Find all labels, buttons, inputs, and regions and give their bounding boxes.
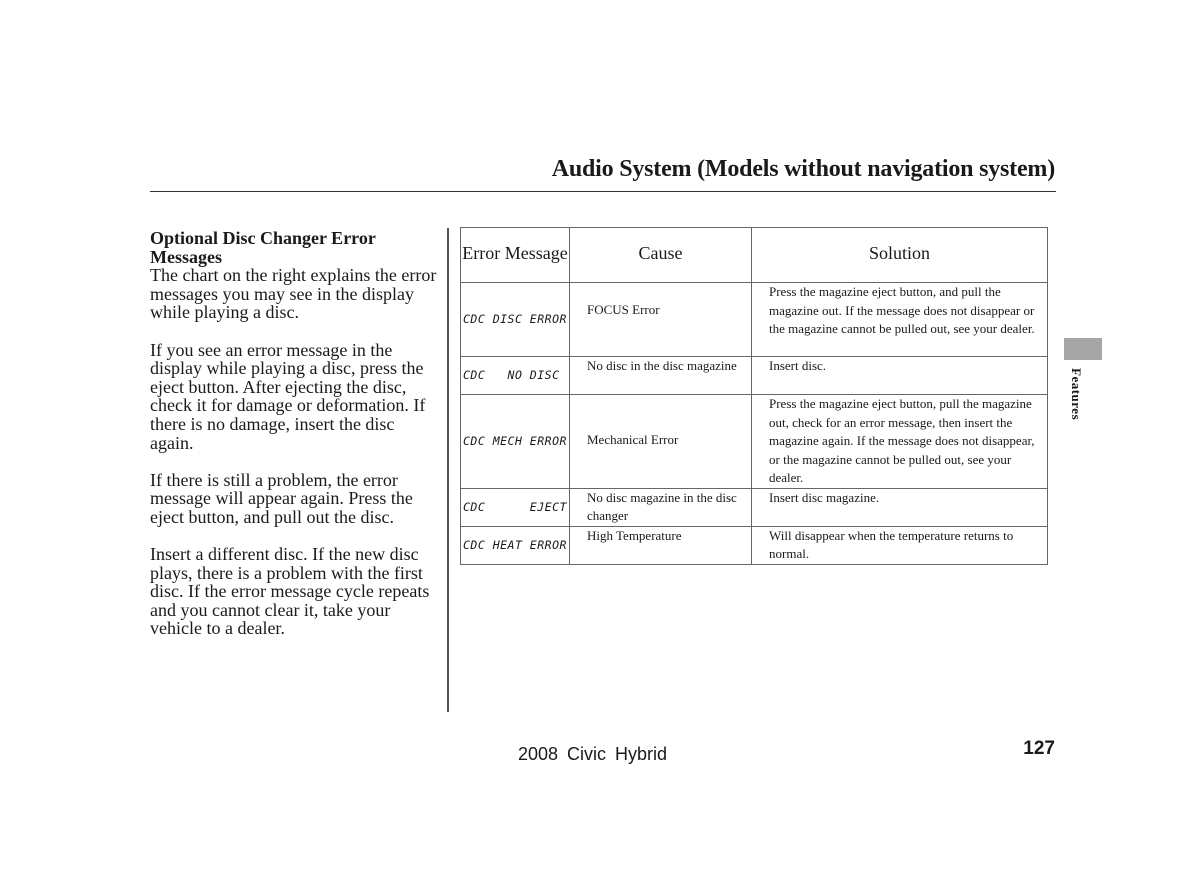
- solution-cell: Insert disc magazine.: [752, 488, 1048, 526]
- error-message-cell: CDC MECH ERROR: [461, 395, 570, 489]
- solution-cell: Insert disc.: [752, 357, 1048, 395]
- intro-column: [150, 229, 442, 657]
- instruction-paragraph: If you see an error message in the display while playing a disc, press the eject button. After ejecting the disc, check it for damage or deformation. If there is no damage, insert the disc again.: [150, 339, 426, 453]
- error-message-cell: CDC HEAT ERROR: [461, 526, 570, 564]
- cause-cell: [570, 283, 752, 357]
- table-row: [461, 395, 1048, 489]
- solution-cell: Will disappear when the temperature returns to normal.: [752, 526, 1048, 564]
- column-divider: [447, 228, 449, 712]
- table-header-row: [461, 228, 1048, 283]
- cause-text: Mechanical Error: [587, 432, 679, 447]
- solution-cell: Press the magazine eject button, and pull the magazine out. If the message does not disappear or the magazine cannot be pulled out, see your dealer.: [752, 283, 1048, 357]
- table-row: [461, 526, 1048, 564]
- error-message-table: [460, 227, 1048, 565]
- section-heading: Optional Disc Changer Error Messages: [150, 228, 376, 267]
- cause-cell: [570, 395, 752, 489]
- error-message-cell: CDC EJECT: [461, 488, 570, 526]
- error-message-cell: CDC DISC ERROR: [461, 283, 570, 357]
- cause-cell: No disc magazine in the disc changer: [570, 488, 752, 526]
- intro-paragraph: The chart on the right explains the error messages you may see in the display while playing a disc.: [150, 265, 437, 323]
- header-solution: Solution: [752, 228, 1048, 283]
- dealer-paragraph: Insert a different disc. If the new disc plays, there is a problem with the first disc. If the error message cycle repeats and you cannot clear it, take your vehicle to a dealer.: [150, 544, 430, 639]
- header-cause: Cause: [570, 228, 752, 283]
- table-row: [461, 488, 1048, 526]
- section-label: Features: [1069, 368, 1084, 421]
- page-title: Audio System (Models without navigation system): [551, 156, 1055, 182]
- cause-text: FOCUS Error: [587, 302, 660, 317]
- solution-cell: Press the magazine eject button, pull the magazine out, check for an error message, then insert the magazine again. If the message does not disappear, or the magazine cannot be pulled out, see your dealer.: [752, 395, 1048, 489]
- table-row: [461, 357, 1048, 395]
- page-number: 127: [1023, 738, 1055, 759]
- table-row: [461, 283, 1048, 357]
- title-rule: [150, 191, 1056, 192]
- cause-cell: High Temperature: [570, 526, 752, 564]
- error-message-cell: CDC NO DISC: [461, 357, 570, 395]
- section-tab-marker: [1064, 338, 1102, 360]
- cause-cell: No disc in the disc magazine: [570, 357, 752, 395]
- header-error-message: Error Message: [461, 228, 570, 283]
- repeat-paragraph: If there is still a problem, the error message will appear again. Press the eject button, and pull out the disc.: [150, 469, 413, 527]
- footer-model-name: 2008 Civic Hybrid: [518, 744, 668, 764]
